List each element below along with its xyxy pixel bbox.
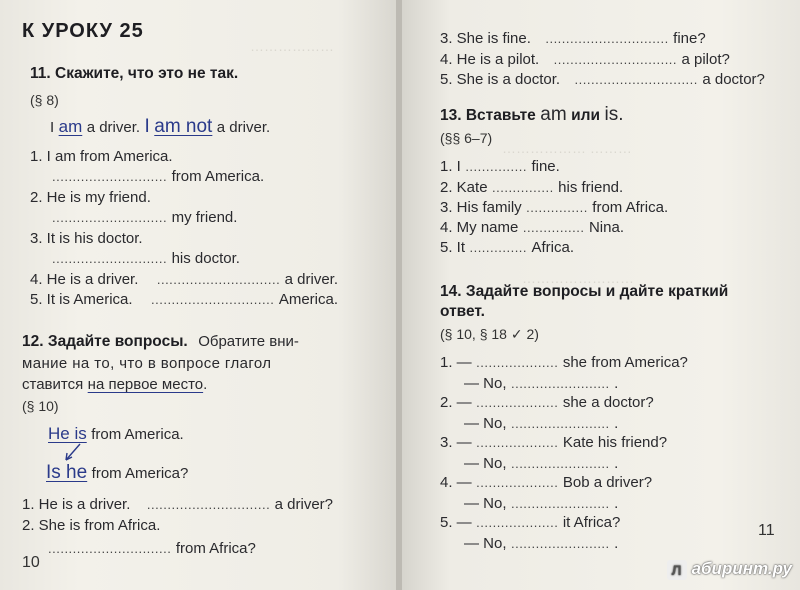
- blank-line[interactable]: ..............................: [545, 31, 669, 46]
- exercise-12-title: 12. Задайте вопросы.: [22, 333, 188, 350]
- ex14-question-5: 5. — .................... it Africa?: [440, 514, 621, 531]
- exercise-12-title-line: 12. Задайте вопросы. Обратите вни-: [22, 333, 299, 350]
- blank-line[interactable]: ...............: [492, 180, 554, 195]
- ex13-item-3: 3. His family ............... from Africa.: [440, 199, 669, 216]
- ex14-answer-4: — No, ........................ .: [464, 495, 619, 512]
- exercise-14-title-2: ответ.: [440, 303, 485, 320]
- bleed-through-text: ……………… ………: [502, 140, 632, 156]
- example-end: a driver.: [216, 119, 271, 136]
- example-is-he: Is he: [46, 462, 88, 483]
- left-page: [0, 0, 398, 590]
- exercise-12-example-stmt: He is from America.: [48, 424, 184, 443]
- right-page: [402, 0, 800, 590]
- blank-line[interactable]: ....................: [476, 435, 559, 450]
- example-am-not: am not: [154, 116, 213, 137]
- swap-arrow-icon: [58, 442, 88, 464]
- ex12-item-2: 2. She is from Africa.: [22, 517, 161, 534]
- blank-line[interactable]: ..............................: [156, 272, 281, 287]
- exercise-11-title: 11. Скажите, что это не так.: [30, 65, 239, 82]
- example-mid: a driver.: [86, 119, 141, 136]
- ex14-answer-5: — No, ........................ .: [464, 535, 619, 552]
- ex14-answer-3: — No, ........................ .: [464, 455, 619, 472]
- labirint-logo-icon: Л: [667, 560, 687, 580]
- exercise-13-ref: (§§ 6–7): [440, 130, 493, 146]
- blank-line[interactable]: ....................: [476, 355, 559, 370]
- blank-line[interactable]: ...............: [522, 220, 585, 235]
- blank-line[interactable]: ........................: [510, 456, 610, 471]
- blank-line[interactable]: ....................: [476, 515, 559, 530]
- top-item-5: 5. She is a doctor. .............................. a doctor?: [440, 71, 765, 88]
- ex11-item-2: 2. He is my friend.: [30, 189, 151, 206]
- ex14-question-1: 1. — .................... she from America?: [440, 354, 688, 371]
- ex13-item-5: 5. It .............. Africa.: [440, 239, 575, 256]
- watermark: Л абиринт.ру: [667, 559, 792, 580]
- exercise-12-line-2: мание на то, что в вопросе глагол: [22, 355, 272, 372]
- exercise-11-example: [50, 116, 270, 138]
- ex13-item-2: 2. Kate ............... his friend.: [440, 179, 624, 196]
- ex14-question-4: 4. — .................... Bob a driver?: [440, 474, 653, 491]
- ex11-item-5: 5. It is America. .............................. America.: [30, 291, 338, 308]
- top-item-3: 3. She is fine. .............................. fine?: [440, 30, 706, 47]
- blank-line[interactable]: ........................: [510, 536, 610, 551]
- page-number-left: 10: [22, 554, 40, 571]
- top-item-4: 4. He is a pilot. .............................. a pilot?: [440, 51, 730, 68]
- ex12-item-1: 1. He is a driver. .............................. a driver?: [22, 496, 334, 513]
- example-am: am: [58, 117, 83, 136]
- ex11-item-4: 4. He is a driver. .............................. a driver.: [30, 271, 339, 288]
- ex11-answer-1: ............................ from America.: [52, 168, 265, 185]
- exercise-12-ref: (§ 10): [22, 398, 59, 414]
- ex14-question-3: 3. — .................... Kate his friend?: [440, 434, 668, 451]
- blank-line[interactable]: ..............................: [553, 52, 678, 67]
- blank-line[interactable]: ..............: [469, 240, 528, 255]
- page-number-right: 11: [758, 522, 775, 539]
- ex11-item-3: 3. It is his doctor.: [30, 230, 143, 247]
- unit-title: К УРОКУ 25: [22, 20, 144, 42]
- blank-line[interactable]: ..............................: [146, 497, 271, 512]
- ex11-item-1: 1. I am from America.: [30, 148, 173, 165]
- ex14-answer-1: — No, ........................ .: [464, 375, 619, 392]
- ex13-item-4: 4. My name ............... Nina.: [440, 219, 624, 236]
- blank-line[interactable]: ..............................: [574, 72, 698, 87]
- ex13-item-1: 1. I ............... fine.: [440, 158, 560, 175]
- blank-line[interactable]: ............................: [52, 169, 168, 184]
- example-neg-i: I: [144, 116, 150, 137]
- exercise-12-line-3: ставится на первое место.: [22, 376, 208, 393]
- example-i: I: [50, 119, 55, 136]
- blank-line[interactable]: ........................: [510, 376, 610, 391]
- exercise-14-title: 14. Задайте вопросы и дайте краткий: [440, 283, 729, 300]
- blank-line[interactable]: ..............................: [48, 541, 172, 556]
- ex11-answer-3: ............................ his doctor.: [52, 250, 240, 267]
- blank-line[interactable]: ...............: [526, 200, 588, 215]
- blank-line[interactable]: ....................: [476, 475, 559, 490]
- blank-line[interactable]: ..............................: [151, 292, 275, 307]
- example-he-is: He is: [48, 424, 87, 443]
- exercise-13-title: 13. Вставьте am или is.: [440, 104, 624, 125]
- ex12-answer-2: .............................. from Africa?: [48, 540, 256, 557]
- exercise-14-ref: (§ 10, § 18 ✓ 2): [440, 326, 539, 342]
- blank-line[interactable]: ...............: [465, 159, 527, 174]
- blank-line[interactable]: ........................: [510, 496, 610, 511]
- bleed-through-text: ………………: [250, 38, 334, 54]
- blank-line[interactable]: ............................: [52, 210, 168, 225]
- exercise-12-example-question: Is he from America?: [46, 462, 189, 483]
- exercise-11-ref: (§ 8): [30, 92, 59, 108]
- bleed-through-text: ……………………: [522, 270, 634, 286]
- blank-line[interactable]: ............................: [52, 251, 168, 266]
- ex11-answer-2: ............................ my friend.: [52, 209, 238, 226]
- ex14-answer-2: — No, ........................ .: [464, 415, 619, 432]
- blank-line[interactable]: ....................: [476, 395, 559, 410]
- blank-line[interactable]: ........................: [510, 416, 610, 431]
- ex14-question-2: 2. — .................... she a doctor?: [440, 394, 654, 411]
